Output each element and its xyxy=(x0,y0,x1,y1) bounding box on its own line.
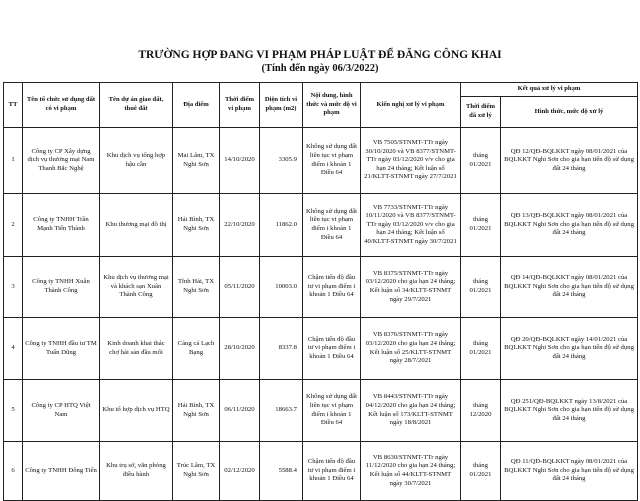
cell-violation-time: 06/11/2020 xyxy=(220,380,260,442)
cell-recommendation: VB 7733/STNMT-TTr ngày 10/11/2020 và VB 8377/STNMT-TTr ngày 03/12/2020 v/v cho gia hạn 24 tháng; Kết luận số 40/KLTT-STNMT ngày 30/7/2021 xyxy=(361,194,461,257)
cell-recommendation: VB 8375/STNMT-TTr ngày 03/12/2020 cho gia hạn 24 tháng; Kết luận số 34/KLTT-STNMT ngày 29/7/2021 xyxy=(361,257,461,318)
cell-tt: 4 xyxy=(4,318,23,380)
table-row xyxy=(4,442,638,501)
cell-tt: 2 xyxy=(4,194,23,257)
header-violation-time: Thời điểm vi phạm xyxy=(220,83,260,128)
cell-location: Cảng cá Lạch Bạng xyxy=(173,318,220,380)
cell-location: Mai Lâm, TX Nghi Sơn xyxy=(173,128,220,194)
cell-result-form: QĐ 20/QĐ-BQLKKT ngày 14/01/2021 của BQLKKT Nghi Sơn cho gia hạn tiến độ sử dụng đất 24 tháng xyxy=(501,318,638,380)
header-project: Tên dự án giao đất, thuê đất xyxy=(100,83,173,128)
violations-table xyxy=(3,82,638,501)
table-row xyxy=(4,128,638,194)
cell-recommendation: VB 8443/STNMT-TTr ngày 04/12/2020 cho gia hạn 24 tháng; Kết luận số 173/KLTT-STNMT ngày 18/8/2021 xyxy=(361,380,461,442)
cell-organization: Công ty TNHH Đông Tiến xyxy=(23,442,100,501)
cell-location: Trúc Lâm, TX Nghi Sơn xyxy=(173,442,220,501)
cell-result-form: QĐ 13/QĐ-BQLKKT ngày 08/01/2021 của BQLKKT Nghi Sơn cho gia hạn tiến độ sử dụng đất 24 tháng xyxy=(501,194,638,257)
cell-recommendation: VB 7505/STNMT-TTr ngày 30/10/2020 và VB 8377/STNMT-TTr ngày 03/12/2020 v/v cho gia hạn 24 tháng; Kết luận số 21/KLTT-STNMT ngày 27/7/2021 xyxy=(361,128,461,194)
cell-recommendation: VB 8376/STNMT-TTr ngày 03/12/2020 cho gia hạn 24 tháng; Kết luận số 25/KLTT-STNMT ngày 28/7/2021 xyxy=(361,318,461,380)
cell-organization: Công ty TNHH Xuân Thành Công xyxy=(23,257,100,318)
header-location: Địa điểm xyxy=(173,83,220,128)
table-row xyxy=(4,257,638,318)
table-row xyxy=(4,380,638,442)
header-result-form: Hình thức, mức độ xử lý xyxy=(501,97,638,128)
cell-organization: Công ty CP HTQ Việt Nam xyxy=(23,380,100,442)
cell-tt: 1 xyxy=(4,128,23,194)
cell-content: Không sử dụng đất liên tục vi phạm điểm i khoản 1 Điều 64 xyxy=(303,128,361,194)
cell-result-time: tháng 01/2021 xyxy=(461,318,501,380)
header-organization: Tên tổ chức sử dụng đất có vi phạm xyxy=(23,83,100,128)
cell-result-time: tháng 12/2020 xyxy=(461,380,501,442)
cell-project: Khu dịch vụ thương mại và khách sạn Xuân Thành Công xyxy=(100,257,173,318)
header-result-time: Thời điểm đã xử lý xyxy=(461,97,501,128)
cell-result-time: tháng 01/2021 xyxy=(461,194,501,257)
cell-organization: Công ty CP Xây dựng dịch vụ thương mại Nam Thanh Bắc Nghệ xyxy=(23,128,100,194)
header-tt: TT xyxy=(4,83,23,128)
cell-result-form: QĐ 251/QĐ-BQLKKT ngày 13/8/2021 của BQLKKT Nghi Sơn cho gia hạn tiến độ sử dụng đất 24 tháng xyxy=(501,380,638,442)
cell-project: Khu thương mại đô thị xyxy=(100,194,173,257)
cell-violation-time: 14/10/2020 xyxy=(220,128,260,194)
cell-result-time: tháng 01/2021 xyxy=(461,257,501,318)
header-recommendation: Kiến nghị xử lý vi phạm xyxy=(361,83,461,128)
cell-organization: Công ty TNHH Trần Mạnh Tiến Thành xyxy=(23,194,100,257)
cell-content: Không sử dụng đất liên tục vi phạm điểm i khoản 1 Điều 64 xyxy=(303,380,361,442)
document-title: TRƯỜNG HỢP ĐANG VI PHẠM PHÁP LUẬT ĐỂ ĐĂNG CÔNG KHAI xyxy=(138,49,502,61)
cell-violation-time: 28/10/2020 xyxy=(220,318,260,380)
cell-area: 3305.9 xyxy=(260,128,303,194)
cell-violation-time: 05/11/2020 xyxy=(220,257,260,318)
cell-organization: Công ty TNHH đầu tư TM Tuấn Dũng xyxy=(23,318,100,380)
cell-area: 8337.8 xyxy=(260,318,303,380)
cell-result-form: QĐ 14/QĐ-BQLKKT ngày 08/01/2021 của BQLKKT Nghi Sơn cho gia hạn tiến độ sử dụng đất 24 tháng xyxy=(501,257,638,318)
cell-location: Hải Bình, TX Nghi Sơn xyxy=(173,194,220,257)
cell-recommendation: VB 8630/STNMT-TTr ngày 11/12/2020 cho gia hạn 24 tháng; Kết luận số 44/KLTT-STNMT ngày 30/7/2021 xyxy=(361,442,461,501)
cell-content: Chậm tiến độ đầu tư vi phạm điểm i khoản 1 Điều 64 xyxy=(303,318,361,380)
cell-result-time: tháng 01/2021 xyxy=(461,442,501,501)
header-area: Diện tích vi phạm (m2) xyxy=(260,83,303,128)
cell-location: Hải Bình, TX Nghi Sơn xyxy=(173,380,220,442)
header-result-group: Kết quả xử lý vi phạm xyxy=(461,83,638,97)
header-content: Nội dung, hình thức và mức độ vi phạm xyxy=(303,83,361,128)
table-row xyxy=(4,194,638,257)
cell-result-form: QĐ 12/QĐ-BQLKKT ngày 08/01/2021 của BQLKKT Nghi Sơn cho gia hạn tiến độ sử dụng đất 24 tháng xyxy=(501,128,638,194)
cell-area: 10003.0 xyxy=(260,257,303,318)
cell-violation-time: 02/12/2020 xyxy=(220,442,260,501)
cell-project: Khu tổ hợp dịch vụ HTQ xyxy=(100,380,173,442)
cell-content: Chậm tiến độ đầu tư vi phạm điểm i khoản 1 Điều 64 xyxy=(303,257,361,318)
cell-result-form: QĐ 11/QĐ-BQLKKT ngày 08/01/2021 của BQLKKT Nghi Sơn cho gia hạn tiến độ sử dụng đất 24 tháng xyxy=(501,442,638,501)
cell-project: Kinh doanh khai thác chợ hải sản đầu mối xyxy=(100,318,173,380)
cell-project: Khu dịch vụ tổng hợp hậu cần xyxy=(100,128,173,194)
cell-tt: 3 xyxy=(4,257,23,318)
cell-content: Chậm tiến độ đầu tư vi phạm điểm i khoản 1 Điều 64 xyxy=(303,442,361,501)
document-subtitle: (Tính đến ngày 06/3/2022) xyxy=(261,63,379,74)
cell-area: 18663.7 xyxy=(260,380,303,442)
cell-violation-time: 22/10/2020 xyxy=(220,194,260,257)
cell-area: 11862.0 xyxy=(260,194,303,257)
cell-tt: 5 xyxy=(4,380,23,442)
table-row xyxy=(4,318,638,380)
cell-location: Tĩnh Hải, TX Nghi Sơn xyxy=(173,257,220,318)
cell-result-time: tháng 01/2021 xyxy=(461,128,501,194)
cell-content: Không sử dụng đất liên tục vi phạm điểm i khoản 1 Điều 64 xyxy=(303,194,361,257)
cell-tt: 6 xyxy=(4,442,23,501)
cell-area: 5588.4 xyxy=(260,442,303,501)
cell-project: Khu trụ sở, văn phòng điều hành xyxy=(100,442,173,501)
